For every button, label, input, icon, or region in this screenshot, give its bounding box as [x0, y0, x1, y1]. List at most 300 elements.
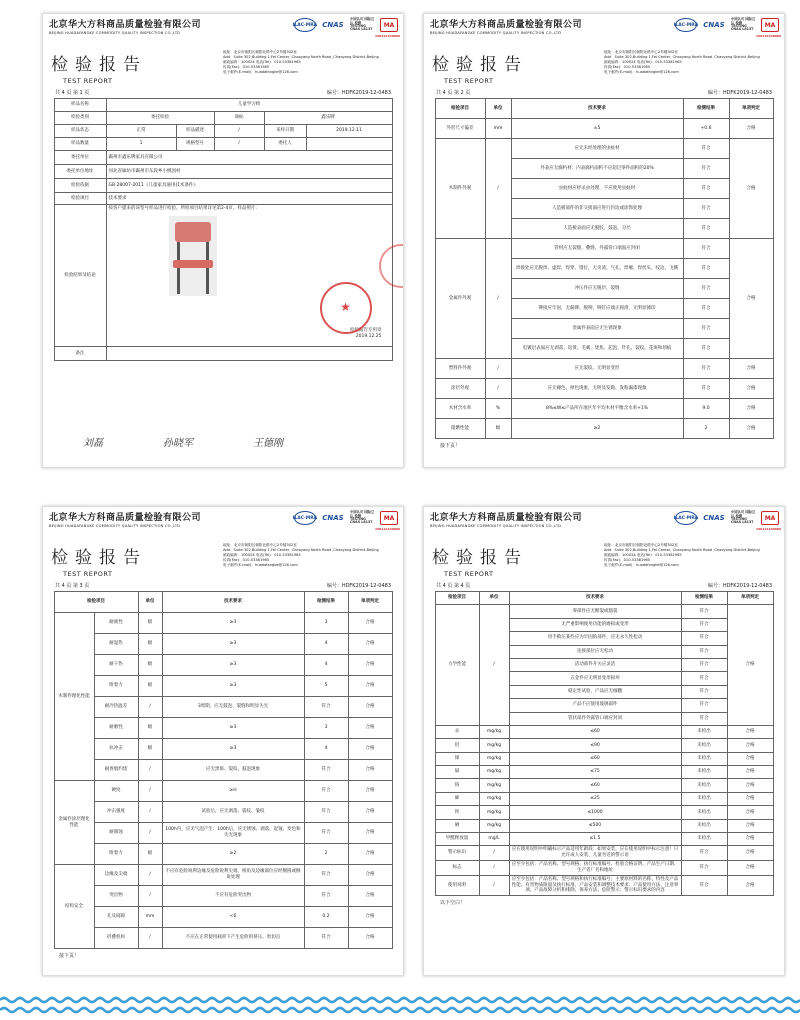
- table-cell: 符合: [304, 760, 348, 781]
- page-count: 共 4 页 第 2 页: [436, 90, 471, 96]
- table-cell: 管状部件外露管口端应封闭: [509, 712, 681, 725]
- report-page-1: [42, 13, 404, 468]
- table-cell: 未检出: [681, 779, 727, 792]
- table-cell: 4: [304, 739, 348, 760]
- column-header: 检测结果: [681, 592, 727, 605]
- table-row: [435, 846, 773, 861]
- table-cell: 符合: [683, 199, 729, 219]
- table-cell: 未检出: [681, 819, 727, 832]
- address-en: Add：Suite 302,Building 1,Fei Center, Chaoyang North Road ,Chaoyang District,Beijing: [223, 55, 379, 60]
- table-cell: mg/kg: [479, 739, 509, 752]
- table-cell: 级: [138, 718, 162, 739]
- signature-1: 刘磊: [83, 438, 103, 449]
- table-cell: 耐腐蚀: [94, 823, 138, 844]
- table-cell: 塑料件外观: [435, 359, 485, 379]
- table-cell: 合格: [727, 725, 773, 738]
- table-row: 委托单位 霸州市鑫乐牌家具有限公司: [54, 151, 392, 165]
- table-row: 备注: [54, 347, 392, 361]
- table-cell: 未检出: [681, 806, 727, 819]
- table-cell: /: [138, 802, 162, 823]
- signature-3: 王德刚: [253, 438, 283, 449]
- table-cell: 符合: [304, 823, 348, 844]
- table-cell: 符合: [683, 239, 729, 259]
- table-cell: /: [138, 760, 162, 781]
- results-table-2: [435, 98, 774, 439]
- table-row: [435, 792, 773, 805]
- table-cell: 未检出: [681, 792, 727, 805]
- table-cell: %: [485, 399, 511, 419]
- table-cell: 耐干热: [94, 655, 138, 676]
- table-cell: 金属件涂层理化性能: [54, 781, 94, 865]
- table-row: [435, 725, 773, 738]
- ilac-logo-icon: ILAC·MRA: [675, 511, 697, 525]
- postal-tel: 邮政编码：100024 电话(Tel)：010-53381965: [223, 60, 301, 65]
- table-row: [435, 861, 773, 876]
- cma-logo-icon: [375, 18, 401, 38]
- table-cell: 钡: [435, 806, 479, 819]
- column-header: 单位: [138, 592, 162, 613]
- report-title-en: TEST REPORT: [63, 570, 113, 578]
- table-cell: 合格: [729, 239, 773, 359]
- table-cell: /: [479, 846, 509, 861]
- table-cell: 合格: [348, 844, 392, 865]
- table-cell: 冲击强度: [94, 802, 138, 823]
- table-cell: 符合: [683, 259, 729, 279]
- table-cell: 合格: [729, 359, 773, 379]
- table-cell: 合格: [348, 886, 392, 907]
- ilac-logo-icon: ILAC·MRA: [294, 511, 316, 525]
- table-cell: 级: [138, 634, 162, 655]
- table-cell: 外形尺寸偏差: [435, 119, 485, 139]
- table-cell: mm: [138, 907, 162, 928]
- table-cell: 耐香烟灼烧: [94, 760, 138, 781]
- continue-note: 接下页！: [440, 443, 461, 449]
- column-header: 单位: [479, 592, 509, 605]
- table-cell: ≤25: [509, 792, 681, 805]
- table-cell: 符合: [681, 712, 727, 725]
- table-cell: 符合: [681, 685, 727, 698]
- table-cell: 合格: [348, 739, 392, 760]
- column-header: 技术要求: [509, 592, 681, 605]
- table-cell: /: [479, 875, 509, 896]
- table-cell: 符合: [683, 219, 729, 239]
- table-cell: 木制件外观: [435, 139, 485, 239]
- fax: 传真(Fax)：010-53381965: [223, 65, 270, 70]
- column-header: 单项判定: [727, 592, 773, 605]
- table-header-row: [435, 99, 773, 119]
- issue-label: 检验报告专用章: [350, 328, 382, 334]
- table-cell: 合格: [727, 819, 773, 832]
- signatures: [83, 434, 283, 449]
- table-cell: 符合: [681, 699, 727, 712]
- table-cell: ≤75: [509, 766, 681, 779]
- table-cell: ≥3: [162, 613, 304, 634]
- table-cell: 附着力: [94, 844, 138, 865]
- table-row: [435, 139, 773, 159]
- table-cell: 无严重影响使用功能的磨损或变形: [509, 618, 681, 631]
- report-title: 检验报告: [51, 548, 147, 568]
- table-cell: 镉: [435, 766, 479, 779]
- table-cell: 符合: [681, 632, 727, 645]
- table-cell: 力学性能: [435, 605, 479, 726]
- table-cell: /: [138, 886, 162, 907]
- cnas-text: 中国认可 国际互认 检测 TESTING CNAS L8137: [731, 510, 756, 525]
- table-cell: 应无褪色、掉色现象，无明显发黏、发粘漏漆现象: [511, 379, 683, 399]
- table-cell: 孔及间隙: [94, 907, 138, 928]
- company-name-en: BEIJING HUADAFANGKE COMMODITY QUALITY INSPECTION CO.,LTD: [430, 524, 562, 528]
- table-cell: 人造板部件的非交接面应进行封边或涂饰处理: [511, 199, 683, 219]
- table-cell: 2: [304, 844, 348, 865]
- table-cell: 应至少包括：产品名称、型号规格、执行标准编号、检验合格证明、产品生产日期、生产者厂名和地址: [509, 861, 681, 876]
- table-cell: 5: [304, 676, 348, 697]
- table-cell: 符合: [683, 179, 729, 199]
- table-row: [435, 806, 773, 819]
- table-cell: 用手揿压某些应为牢固的部件，应无永久性松动: [509, 632, 681, 645]
- signature-2: 孙晓军: [163, 438, 193, 449]
- table-row: [435, 379, 773, 399]
- table-row: [435, 779, 773, 792]
- table-cell: 未检出: [681, 766, 727, 779]
- table-cell: 合格: [727, 861, 773, 876]
- report-title-en: TEST REPORT: [444, 77, 494, 85]
- table-cell: 突出物: [94, 886, 138, 907]
- table-row: [435, 875, 773, 896]
- table-cell: 4: [304, 634, 348, 655]
- table-cell: 合格: [348, 676, 392, 697]
- page-count: 共 4 页 第 4 页: [436, 583, 471, 589]
- table-cell: 虫蛀材应经杀虫处理，不应使用虫蛀材: [511, 179, 683, 199]
- table-cell: 合格: [727, 833, 773, 846]
- column-header: 检验项目: [54, 592, 138, 613]
- table-cell: mg/kg: [479, 819, 509, 832]
- table-cell: 管材应无裂缝、叠缝，外露管口端面应封闭: [511, 239, 683, 259]
- table-cell: 使用说明: [435, 875, 479, 896]
- table-cell: 合格: [729, 119, 773, 139]
- table-row: [435, 605, 773, 618]
- table-cell: ≥2: [511, 419, 683, 439]
- column-header: 单项判定: [348, 592, 392, 613]
- table-cell: 合格: [348, 907, 392, 928]
- report-page-3: 北京华大方科商品质量检验有限公司 BEIJING HUADAFANGKE COMMODITY QUALITY INSPECTION CO.,LTD ILAC·MRA CNAS 中国认可 国际互认 检测 TESTING CNAS L8137 MA 150111340006 检验报告 TEST REPORT 地址：北京市朝阳区朝阳北路中心2号楼302室 Add：Suite 302,Building 1,Fei Center, Chaoyang North Road ,Chaoyang District,Beijing 邮政编码：100024 电话(Tel)：010-53381965 传真(Fax)：010-53381965 电子邮件(E-mail)：huadafangke@126.com 共 4 页 第 3 页 编号：HDFK2019-12-0483 检验项目 单位 技术要求 检测结果 单项判定 木制件理化性能 耐液性 级 ≥3 3 合格 耐湿热 级 ≥3 4 合格 耐干热 级 ≥3 4 合格 附着力 级 ≥3 5 合格 耐冷热温差 / 3周期，应无鼓泡、裂缝和明显失光 符合 合格 耐磨性 级 ≥3 3 合格 抗冲击 级 ≥3 4 合格 耐香烟灼烧 / 应无黑斑、裂纹、鼓泡现象 符合 合格 金属件涂层理化性能 硬度 / ≥H 符合 合格 冲击强度 / 试验后，应无剥落、裂纹、皱纹 符合 合格 耐腐蚀 / 100h内，应无气泡产生；100h后，应无锈蚀、剥落、起皱、变色和失光现象 符合 合格 附着力 级 ≥2 2 合格 结构安全 边缘及尖端 / 不应有危险锐利边缘及危险锐利尖端，棱角及边缘部位应经倒圆或倒角处理 符合 合格 突出物 / 不应有危险突出物 符合 合格 孔及间隙 mm <6 0.2 合格 折叠机构 / 不应在正常使用载荷下产生危险的挤压、剪切点 符合 合格 接下页！: [42, 506, 404, 976]
- table-cell: 铬: [435, 779, 479, 792]
- report-number: 编号：HDFK2019-12-0483: [326, 90, 391, 96]
- table-cell: 应至少包括：产品名称、型号规格和执行标准编号；主要原材料的名称、特性及产品性能；有害物质限量及执行标准，产品安装和调整技术要求；产品使用方法、注意事项；产品故障分析和排除、保养方法；危险警示；警示标识要求的内容: [509, 875, 681, 896]
- report-number: 编号：HDFK2019-12-0483: [707, 583, 772, 589]
- table-cell: 合格: [348, 718, 392, 739]
- table-cell: 活动部件开关应灵活: [509, 658, 681, 671]
- column-header: 单位: [485, 99, 511, 119]
- table-cell: 3: [304, 613, 348, 634]
- decorative-wave-border: [0, 990, 800, 1020]
- table-row: [435, 766, 773, 779]
- table-cell: 木材含水率: [435, 399, 485, 419]
- table-cell: 100h内，应无气泡产生；100h后，应无锈蚀、剥落、起皱、变色和失光现象: [162, 823, 304, 844]
- table-cell: 未检出: [681, 739, 727, 752]
- report-page-4: 北京华大方科商品质量检验有限公司 BEIJING HUADAFANGKE COMMODITY QUALITY INSPECTION CO.,LTD ILAC·MRA CNAS 中国认可 国际互认 检测 TESTING CNAS L8137 MA 150111340006 检验报告 TEST REPORT 地址：北京市朝阳区朝阳北路中心2号楼302室 Add：Suite 302,Building 1,Fei Center, Chaoyang North Road ,Chaoyang District,Beijing 邮政编码：100024 电话(Tel)：010-53381965 传真(Fax)：010-53381965 电子邮件(E-mail)：huadafangke@126.com 共 4 页 第 4 页 编号：HDFK2019-12-0483 检验项目 单位 技术要求 检测结果 单项判定 力学性能 / 零部件应无断裂或豁裂 符合 合格 无严重影响使用功能的磨损或变形 符合 用手揿压某些应为牢固的部件，应无永久性松动 符合 连接部位应无松动 符合 活动部件开关应灵活 符合 五金件应无明显变形损坏 符合 稳定性试验，产品应无倾翻 符合 产品不应使用玻璃部件 符合 管状部件外露管口端应封闭 符合 汞 mg/kg ≤60 未检出 合格 铅 mg/kg ≤90 未检出 合格 锑 mg/kg ≤60 未检出 合格 镉 mg/kg ≤75 未检出 合格 铬 mg/kg ≤60 未检出 合格 砷 mg/kg ≤25 未检出 合格 钡 mg/kg ≤1000 未检出 合格 硒 mg/kg ≤500 未检出 合格 甲醛释放量 mg/L ≤1.5 未检出 合格 警示标识 / 应在使用说明中明确标示产品适用年龄段：如果安装，应在使用说明中标示注意！只允许成人安装，儿童勿近的警示语 符合 合格 标志 / 应至少包括：产品名称、型号规格、执行标准编号、检验合格证明、产品生产日期、生产者厂名和地址 符合 合格 使用说明 / 应至少包括：产品名称、型号规格和执行标准编号；主要原材料的名称、特性及产品性能；有害物质限量及执行标准，产品安装和调整技术要求；产品使用方法、注意事项；产品故障分析和排除、保养方法；危险警示；警示标识要求的内容 符合 合格 以下空白！: [423, 506, 785, 976]
- table-row: 委托单位地址 河北省廊坊市霸州市东段乡小桃园村: [54, 165, 392, 179]
- chair-back: [175, 222, 211, 242]
- table-cell: /: [479, 605, 509, 726]
- table-row: [54, 613, 392, 634]
- table-cell: /: [485, 379, 511, 399]
- conclusion-text: 按客户提来的该型号样品进行检验，所检项目结果详见第2-4页。样品照片：: [108, 206, 260, 211]
- table-cell: 合格: [727, 739, 773, 752]
- table-row: [435, 239, 773, 259]
- table-cell: 符合: [304, 928, 348, 949]
- table-cell: ≤60: [509, 725, 681, 738]
- issue-date: 2019.12.25: [355, 334, 382, 340]
- table-row: [435, 399, 773, 419]
- table-cell: 符合: [683, 339, 729, 359]
- table-row: [54, 760, 392, 781]
- table-cell: 4: [304, 655, 348, 676]
- table-cell: 合格: [727, 766, 773, 779]
- report-number: 编号：HDFK2019-12-0483: [707, 90, 772, 96]
- table-cell: 合格: [727, 875, 773, 896]
- table-cell: /: [485, 359, 511, 379]
- table-cell: 级: [138, 676, 162, 697]
- table-cell: 应无裂纹、无明显变形: [511, 359, 683, 379]
- table-row: [435, 752, 773, 765]
- table-row: [54, 697, 392, 718]
- company-name-en: BEIJING HUADAFANGKE COMMODITY QUALITY INSPECTION CO.,LTD: [430, 31, 562, 35]
- table-cell: /: [479, 861, 509, 876]
- table-cell: 产品不应使用玻璃部件: [509, 699, 681, 712]
- table-cell: 合格: [348, 634, 392, 655]
- table-cell: 符合: [681, 861, 727, 876]
- table-row: [54, 655, 392, 676]
- table-row: [54, 865, 392, 886]
- table-row: [435, 119, 773, 139]
- table-row: [54, 886, 392, 907]
- cnas-logo-icon: CNAS: [322, 21, 344, 29]
- table-cell: 符合: [304, 781, 348, 802]
- table-row: [54, 907, 392, 928]
- column-header: 技术要求: [511, 99, 683, 119]
- table-cell: mg/kg: [479, 792, 509, 805]
- table-row: [54, 781, 392, 802]
- report-title: 检验报告: [432, 548, 528, 568]
- report-title-en: TEST REPORT: [63, 77, 113, 85]
- table-cell: 铆接应牢固，无漏铆、脱铆，铆钉应端正圆滑，无明显锤印: [511, 299, 683, 319]
- table-cell: 符合: [681, 645, 727, 658]
- table-cell: 人造板表面应无脱胶、鼓泡、分层: [511, 219, 683, 239]
- page-count: 共 4 页 第 3 页: [55, 583, 90, 589]
- table-cell: 应在使用说明中明确标示产品适用年龄段：如果安装，应在使用说明中标示注意！只允许成人安装，儿童勿近的警示语: [509, 846, 681, 861]
- column-header: 检验项目: [435, 592, 479, 605]
- cnas-logo-icon: CNAS: [703, 514, 725, 522]
- table-cell: 金属件表面应无生锈现象: [511, 319, 683, 339]
- table-cell: ≥3: [162, 739, 304, 760]
- table-cell: 合格: [727, 752, 773, 765]
- table-cell: 9.0: [683, 399, 729, 419]
- table-cell: 合格: [729, 139, 773, 239]
- table-row: [54, 676, 392, 697]
- table-row: 样品数量 1 规格型号 / 委托人: [54, 138, 392, 151]
- table-cell: /: [138, 781, 162, 802]
- table-cell: 合格: [348, 697, 392, 718]
- table-cell: 合格: [727, 806, 773, 819]
- table-row: [435, 819, 773, 832]
- table-cell: 不应有危险锐利边缘及危险锐利尖端，棱角及边缘部位应经倒圆或倒角处理: [162, 865, 304, 886]
- company-name: 北京华大方科商品质量检验有限公司: [430, 20, 583, 30]
- table-cell: +0.6: [683, 119, 729, 139]
- table-row: 样品状态 正常 样品描述 / 来样日期 2019.12.11: [54, 125, 392, 138]
- table-header-row: [435, 592, 773, 605]
- table-cell: 合格: [727, 846, 773, 861]
- table-cell: /: [138, 865, 162, 886]
- page-line: [43, 89, 403, 96]
- table-cell: 边缘及尖端: [94, 865, 138, 886]
- column-header: 检验项目: [435, 99, 485, 119]
- ilac-logo-icon: ILAC·MRA: [294, 18, 316, 32]
- table-cell: 符合: [683, 359, 729, 379]
- table-cell: 警示标识: [435, 846, 479, 861]
- table-cell: ≥2: [162, 844, 304, 865]
- table-row: 样品名称 儿童学习椅: [54, 99, 392, 112]
- table-cell: mg/kg: [479, 806, 509, 819]
- ilac-logo-icon: ILAC·MRA: [675, 18, 697, 32]
- page-count: 共 4 页 第 1 页: [55, 90, 90, 96]
- table-cell: 未检出: [681, 752, 727, 765]
- table-cell: 符合: [681, 618, 727, 631]
- company-name: 北京华大方科商品质量检验有限公司: [430, 513, 583, 523]
- table-cell: /: [138, 823, 162, 844]
- table-row: [435, 739, 773, 752]
- cnas-text: 中国认可 国际互认 检测 TESTING CNAS L8137: [350, 510, 375, 525]
- chair-leg: [177, 242, 180, 294]
- table-cell: 符合: [304, 802, 348, 823]
- table-cell: /: [485, 239, 511, 359]
- cnas-text: 中国认可 国际互认 检测 TESTING CNAS L8137: [731, 17, 756, 32]
- table-cell: 稳定性试验，产品应无倾翻: [509, 685, 681, 698]
- table-cell: 硬度: [94, 781, 138, 802]
- table-cell: 合格: [729, 399, 773, 419]
- table-row: [54, 802, 392, 823]
- table-cell: 符合: [681, 846, 727, 861]
- table-cell: 级: [485, 419, 511, 439]
- table-cell: mg/kg: [479, 752, 509, 765]
- table-cell: /: [138, 928, 162, 949]
- table-row: [435, 419, 773, 439]
- table-cell: 级: [138, 613, 162, 634]
- table-cell: 应无未经处理的虫蛀材: [511, 139, 683, 159]
- table-cell: 零部件应无断裂或豁裂: [509, 605, 681, 618]
- table-cell: 符合: [681, 658, 727, 671]
- table-cell: ≥H: [162, 781, 304, 802]
- report-header: [43, 14, 403, 44]
- table-cell: 合格: [348, 823, 392, 844]
- column-header: 单项判定: [729, 99, 773, 119]
- table-cell: ±5: [511, 119, 683, 139]
- table-cell: 附着力: [94, 676, 138, 697]
- table-cell: 级: [138, 655, 162, 676]
- table-row: [54, 739, 392, 760]
- table-cell: 耐冷热温差: [94, 697, 138, 718]
- table-cell: 级: [138, 739, 162, 760]
- table-cell: 外表应无腐朽材；内表腐朽面积不应超过零件面积的20%: [511, 159, 683, 179]
- table-cell: 符合: [681, 875, 727, 896]
- table-cell: 3周期，应无鼓泡、裂缝和明显失光: [162, 697, 304, 718]
- table-cell: <6: [162, 907, 304, 928]
- table-cell: mm: [485, 119, 511, 139]
- table-cell: /: [485, 139, 511, 239]
- table-cell: 合格: [727, 605, 773, 726]
- cma-logo-icon: MA 150111340006: [380, 511, 398, 525]
- table-cell: 未检出: [681, 725, 727, 738]
- table-cell: 锑: [435, 752, 479, 765]
- report-title-en: TEST REPORT: [444, 570, 494, 578]
- continue-note: 接下页！: [59, 953, 80, 959]
- table-cell: 合格: [727, 792, 773, 805]
- table-cell: 耐湿热: [94, 634, 138, 655]
- table-row: [54, 718, 392, 739]
- table-cell: 合格: [348, 655, 392, 676]
- email: 电子邮件(E-mail)：huadafangke@126.com: [223, 70, 298, 75]
- table-cell: 耐液性: [94, 613, 138, 634]
- column-header: 检测结果: [683, 99, 729, 119]
- table-cell: 甲醛释放量: [435, 833, 479, 846]
- table-cell: 电镀层表面应无剥落、返黄、毛刺、烧焦、起泡、针孔、裂纹、花斑和划痕: [511, 339, 683, 359]
- table-cell: 涂层外观: [435, 379, 485, 399]
- table-cell: 标志: [435, 861, 479, 876]
- cma-number: 150111340006: [375, 34, 401, 38]
- results-table-4: [435, 591, 774, 896]
- table-cell: 冲压件应无脱层、裂缝: [511, 279, 683, 299]
- report-title: 检验报告: [432, 55, 528, 75]
- official-stamp-icon: ★: [320, 282, 372, 334]
- table-cell: ≥3: [162, 676, 304, 697]
- company-name: 北京华大方科商品质量检验有限公司: [49, 513, 202, 523]
- cnas-logo-icon: CNAS: [703, 21, 725, 29]
- table-cell: 合格: [348, 928, 392, 949]
- cnas-logo-icon: CNAS: [322, 514, 344, 522]
- results-table-3: [54, 591, 393, 949]
- table-cell: 合格: [348, 865, 392, 886]
- table-cell: 符合: [683, 279, 729, 299]
- table-cell: /: [138, 697, 162, 718]
- table-cell: ≥3: [162, 655, 304, 676]
- table-cell: ≤60: [509, 779, 681, 792]
- table-row: [54, 634, 392, 655]
- table-cell: 合格: [348, 781, 392, 802]
- table-cell: 合格: [727, 779, 773, 792]
- table-cell: 汞: [435, 725, 479, 738]
- table-cell: mg/kg: [479, 725, 509, 738]
- end-note: 以下空白！: [440, 900, 466, 907]
- table-cell: 试验后，应无剥落、裂纹、皱纹: [162, 802, 304, 823]
- table-cell: 3: [304, 718, 348, 739]
- table-cell: 抗冲击: [94, 739, 138, 760]
- table-cell: 合格: [729, 419, 773, 439]
- table-cell: 不应在正常使用载荷下产生危险的挤压、剪切点: [162, 928, 304, 949]
- table-cell: 符合: [681, 605, 727, 618]
- table-cell: 金属件外观: [435, 239, 485, 359]
- table-cell: 符合: [683, 299, 729, 319]
- chair-seat: [173, 260, 213, 268]
- table-row: [54, 928, 392, 949]
- report-title: 检验报告: [51, 55, 147, 75]
- table-cell: 合格: [348, 802, 392, 823]
- table-cell: 8%≤W≤产品所在地区年平均木材平衡含水率+1%: [511, 399, 683, 419]
- sample-info-table: [54, 98, 393, 361]
- table-cell: mg/kg: [479, 766, 509, 779]
- table-cell: 级: [138, 844, 162, 865]
- table-cell: 铅: [435, 739, 479, 752]
- table-cell: 符合: [304, 865, 348, 886]
- table-cell: 符合: [304, 886, 348, 907]
- column-header: 技术要求: [162, 592, 304, 613]
